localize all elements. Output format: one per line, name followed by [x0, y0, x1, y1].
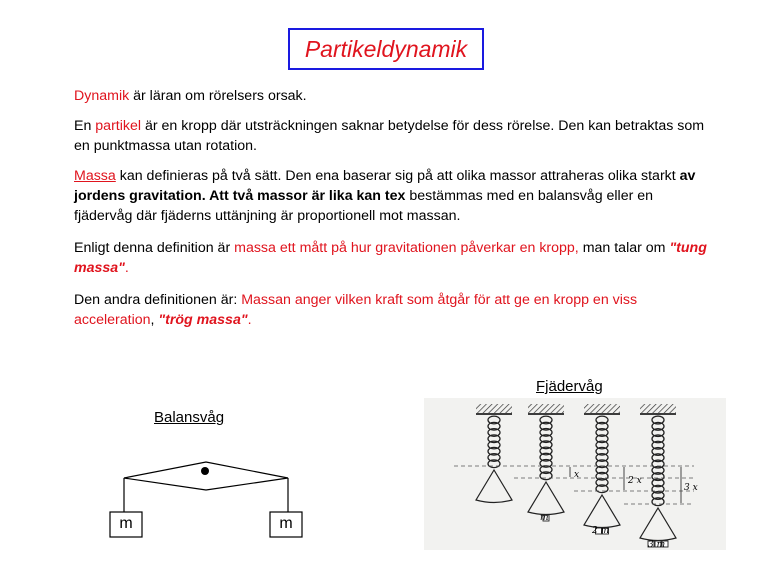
balance-scale-figure — [106, 450, 326, 550]
text-trog-red: Massan anger vilken kraft som åtgår för att ge en kropp en viss acceleration — [74, 292, 638, 328]
text-partikel-a: En — [74, 118, 96, 134]
right-mass-label: m — [279, 515, 293, 532]
spring-pan-2 — [584, 495, 620, 528]
paragraph-partikel — [74, 116, 714, 156]
text-massa-bold: av jordens gravitation. Att två massor är lika kan tex — [74, 168, 696, 204]
term-trog-massa: "trög massa" — [158, 312, 248, 328]
term-tung-massa: "tung massa" — [74, 240, 707, 276]
text-dynamik: är läran om rörelsers orsak. — [129, 88, 307, 104]
disp-label-2x: 2 x — [628, 476, 642, 486]
balance-pivot — [201, 467, 209, 475]
spring-pan-0 — [476, 470, 512, 503]
spring-pan-1 — [528, 482, 564, 515]
text-trog-b: , — [150, 312, 159, 328]
text-tung-a: Enligt denna definition är — [74, 240, 235, 256]
ceiling-mount-0 — [476, 404, 512, 413]
mass-label-m: m — [540, 513, 549, 523]
text-massa-b: bestämmas med en balansvåg eller en fjädervåg där fjäderns uttänjning är proportionell mot massan. — [74, 188, 654, 224]
paragraph-massa — [74, 166, 714, 226]
disp-label-x: x — [574, 470, 580, 480]
text-massa-a2: Den ena baserar sig på att olika massor attraheras olika starkt — [281, 168, 680, 184]
ceiling-mount-2 — [584, 404, 620, 413]
text-tung-c: . — [124, 260, 129, 276]
paragraph-tung-massa — [74, 238, 714, 278]
page-title: Partikeldynamik — [304, 35, 468, 62]
title-box — [288, 28, 484, 70]
left-mass-label: m — [119, 515, 133, 532]
balance-beam — [124, 462, 288, 490]
spring-pan-3 — [640, 508, 676, 541]
term-massa: Massa — [74, 168, 116, 184]
text-trog-c: . — [247, 312, 252, 328]
paragraph-dynamik — [74, 86, 714, 106]
text-partikel-b: är en kropp där utsträckningen saknar betydelse för dess rörelse. Den kan betraktas som en punktmassa utan rotation. — [74, 118, 705, 154]
paragraph-trog-massa — [74, 290, 714, 330]
ceiling-mount-1 — [528, 404, 564, 413]
mass-label-2m: 2 m — [592, 526, 610, 536]
disp-label-3x: 3 x — [684, 483, 698, 493]
spring-label: Fjädervåg — [536, 378, 603, 395]
ceiling-mount-3 — [640, 404, 676, 413]
text-trog-a: Den andra definitionen är: — [74, 292, 242, 308]
text-tung-red: massa ett mått på hur gravitationen påverkar en kropp, — [234, 240, 579, 256]
term-partikel: partikel — [95, 118, 142, 134]
mass-label-3m: 3 m — [648, 540, 666, 550]
text-tung-b: man talar om — [578, 240, 670, 256]
text-massa-a: kan definieras på två sätt. — [115, 168, 282, 184]
balance-label: Balansvåg — [154, 409, 225, 426]
term-dynamik: Dynamik — [74, 88, 130, 104]
